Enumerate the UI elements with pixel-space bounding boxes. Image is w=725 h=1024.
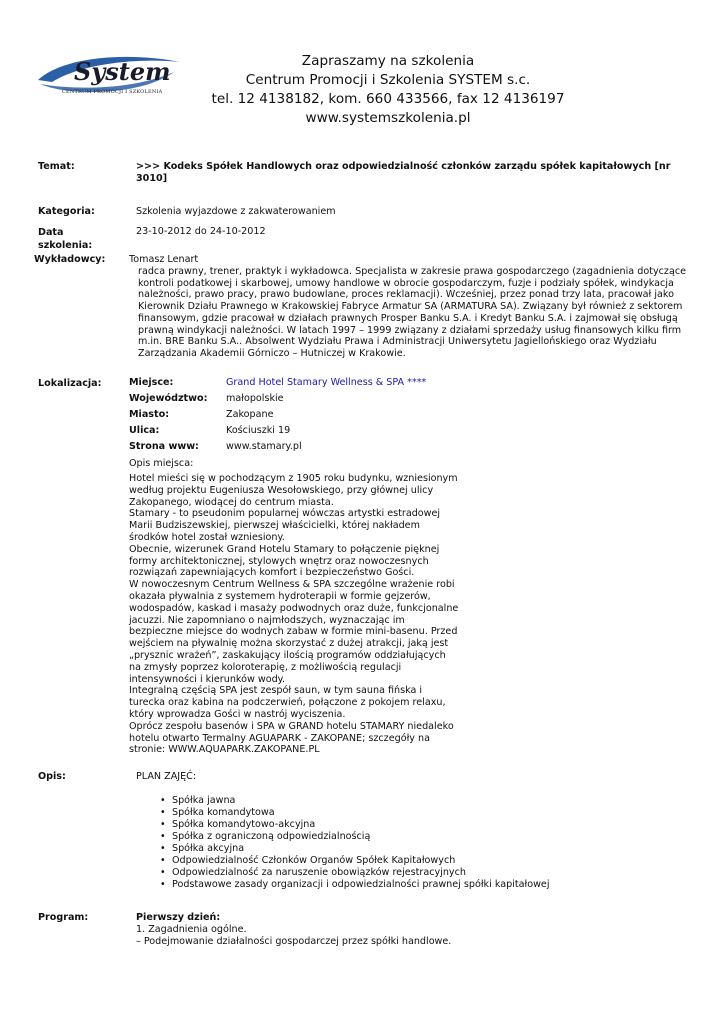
opis-line: według projektu Eugeniusza Wesołowskiego, przy głównej ulicy — [129, 484, 434, 496]
miejsce-label: Miejsce: — [129, 377, 174, 388]
program-day-title: Pierwszy dzień: — [136, 912, 221, 923]
opis-line: na zmysły poprzez koloroterapię, z możliwością regulacji — [129, 661, 402, 673]
wojewodztwo-label: Województwo: — [129, 393, 208, 404]
opis-line: okazała pływalnia z systemem hydroterapii w formie gejzerów, — [129, 590, 431, 602]
temat-line1: >>> Kodeks Spółek Handlowych oraz odpowiedzialność członków zarządu spółek kapitałowych [nr — [136, 161, 671, 172]
page-header — [188, 52, 588, 128]
data-label — [38, 226, 92, 252]
header-company: Centrum Promocji i Szkolenia SYSTEM s.c. — [245, 72, 531, 88]
bio-line: Zarządzania Akademii Górniczo – Hutniczej w Krakowie. — [138, 347, 406, 359]
opis-miejsca-text — [129, 473, 458, 756]
opis-line: Oprócz zespołu basenów i SPA w GRAND hotelu STAMARY niedaleko — [129, 720, 454, 732]
logo-wordmark: System — [74, 57, 171, 86]
temat-line2: 3010] — [136, 173, 168, 184]
data-value: 23-10-2012 do 24-10-2012 — [136, 226, 266, 237]
strona-www-label: Strona www: — [129, 441, 199, 452]
logo-subtitle: CENTRUM PROMOCJI I SZKOLENIA — [62, 89, 163, 95]
bio-line: m.in. BRE Banku S.A.. Absolwent Wydziału Prawa i Administracji Uniwersytetu Jagiellońskiego oraz Wydziału — [138, 336, 657, 348]
bio-line: należności, prawo pracy, prawo budowlane, proces reklamacji). Wcześniej, przez ponad trzy lata, pracował jako — [138, 289, 674, 301]
opis-line: wejściem na pływalnię można skorzystać z dużej atrakcji, jaką jest — [129, 638, 449, 650]
opis-line: turecka oraz kabina na podczerwień, połączone z pokojem relaxu, — [129, 697, 446, 709]
wykladowcy-label: Wykładowcy: — [34, 254, 106, 265]
miasto-label: Miasto: — [129, 409, 170, 420]
data-label-line1: Data — [38, 227, 64, 238]
opis-line: Obecnie, wizerunek Grand Hotelu Stamary to połączenie pięknej — [129, 543, 440, 555]
bio-line: kontroli podatkowej i skarbowej, umowy handlowe w obrocie gospodarczym, fuzje i podziały spółek, windykacja — [138, 277, 674, 289]
opis-line: Hotel mieści się w pochodzącym z 1905 roku budynku, wzniesionym — [129, 473, 458, 484]
plan-title: PLAN ZAJĘĆ: — [136, 771, 197, 782]
plan-list — [172, 795, 550, 891]
opis-line: stronie: WWW.AQUAPARK.ZAKOPANE.PL — [129, 744, 320, 756]
opis-line: bezpieczne miejsce do wodnych zabaw w formie mini-basenu. Przed — [129, 626, 458, 638]
bio-line: Kierownik Działu Prawnego w Krakowskiej Fabryce Armatur SA (ARMATURA SA). Związany był również z sektorem — [138, 301, 683, 313]
program-line: 1. Zagadnienia ogólne. — [136, 924, 247, 935]
header-invite: Zapraszamy na szkolenia — [301, 53, 475, 69]
temat-value — [136, 161, 696, 185]
opis-line: „prysznic wrażeń”, zaskakujący ilością programów oddziałujących — [129, 649, 446, 661]
ulica-value: Kościuszki 19 — [226, 425, 291, 436]
kategoria-value: Szkolenia wyjazdowe z zakwaterowaniem — [136, 206, 336, 217]
strona-www-value[interactable]: www.stamary.pl — [226, 441, 302, 452]
wykladowca-bio — [138, 266, 686, 360]
bio-line: radca prawny, trener, praktyk i wykładowca. Specjalista w zakresie prawa gospodarczego (zagadnienia dotyczące — [138, 266, 687, 277]
list-item: • Spółka akcyjna — [172, 843, 550, 855]
company-logo — [34, 50, 184, 102]
hotel-link[interactable]: Grand Hotel Stamary Wellness & SPA **** — [226, 377, 427, 388]
program-label: Program: — [38, 912, 89, 923]
opis-line: intensywności i kierunków wody. — [129, 673, 286, 685]
list-item: • Odpowiedzialność Członków Organów Spółek Kapitałowych — [172, 855, 550, 867]
bio-line: prawną windykacji należności. W latach 1997 – 1999 związany z działami sprzedaży usług finansowych kilku firm — [138, 324, 682, 336]
list-item: • Spółka jawna — [172, 795, 550, 807]
opis-line: który wprowadza Gości w nastrój wyciszenia. — [129, 708, 346, 720]
kategoria-label: Kategoria: — [38, 206, 95, 217]
opis-line: formy architektonicznej, stylowych wnętrz oraz nowoczesnych — [129, 555, 429, 567]
header-website: www.systemszkolenia.pl — [305, 110, 471, 126]
opis-label: Opis: — [38, 771, 66, 782]
data-label-line2: szkolenia: — [38, 240, 93, 251]
header-contact: tel. 12 4138182, kom. 660 433566, fax 12 4136197 — [211, 91, 565, 107]
opis-line: Stamary - to pseudonim popularnej wówczas artystki estradowej — [129, 508, 441, 520]
opis-line: Integralną częścią SPA jest zespół saun, w tym sauna fińska i — [129, 685, 423, 697]
program-content — [136, 912, 451, 948]
opis-line: rozwiązań zapewniających komfort i bezpieczeństwo Gości. — [129, 567, 415, 579]
opis-miejsca-label: Opis miejsca: — [129, 458, 194, 469]
opis-line: Zakopanego, wiodącej do centrum miasta. — [129, 496, 334, 508]
list-item: • Spółka komandytowa — [172, 807, 550, 819]
list-item: • Spółka z ograniczoną odpowiedzialnością — [172, 831, 550, 843]
ulica-label: Ulica: — [129, 425, 160, 436]
list-item: • Odpowiedzialność za naruszenie obowiązków rejestracyjnych — [172, 867, 550, 879]
wojewodztwo-value: małopolskie — [226, 393, 284, 404]
lokalizacja-label: Lokalizacja: — [38, 378, 102, 389]
wykladowca-name: Tomasz Lenart — [129, 254, 199, 265]
opis-line: środków hotel został wzniesiony. — [129, 531, 285, 543]
program-line: – Podejmowanie działalności gospodarczej przez spółki handlowe. — [136, 936, 452, 947]
opis-line: W nowoczesnym Centrum Wellness & SPA szczególne wrażenie robi — [129, 579, 455, 591]
opis-line: Marii Budziszewskiej, pierwszej właścicielki, której nakładem — [129, 520, 420, 532]
list-item: • Spółka komandytowo-akcyjna — [172, 819, 550, 831]
opis-line: hotelu otwarto Termalny AGUAPARK - ZAKOPANE; szczegóły na — [129, 732, 430, 744]
bio-line: finansowym, gdzie pracował w działach prawnych Prosper Banku S.A. i Kredyt Banku S.A. i zajmował się obsługą — [138, 312, 678, 324]
opis-line: jacuzzi. Nie zapomniano o najmłodszych, wyznaczając im — [129, 614, 405, 626]
miasto-value: Zakopane — [226, 409, 274, 420]
list-item: • Podstawowe zasady organizacji i odpowiedzialności prawnej spółki kapitałowej — [172, 879, 550, 891]
opis-line: wodospadów, kaskad i masaży podwodnych oraz duże, funkcjonalne — [129, 602, 459, 614]
temat-label: Temat: — [38, 161, 75, 172]
